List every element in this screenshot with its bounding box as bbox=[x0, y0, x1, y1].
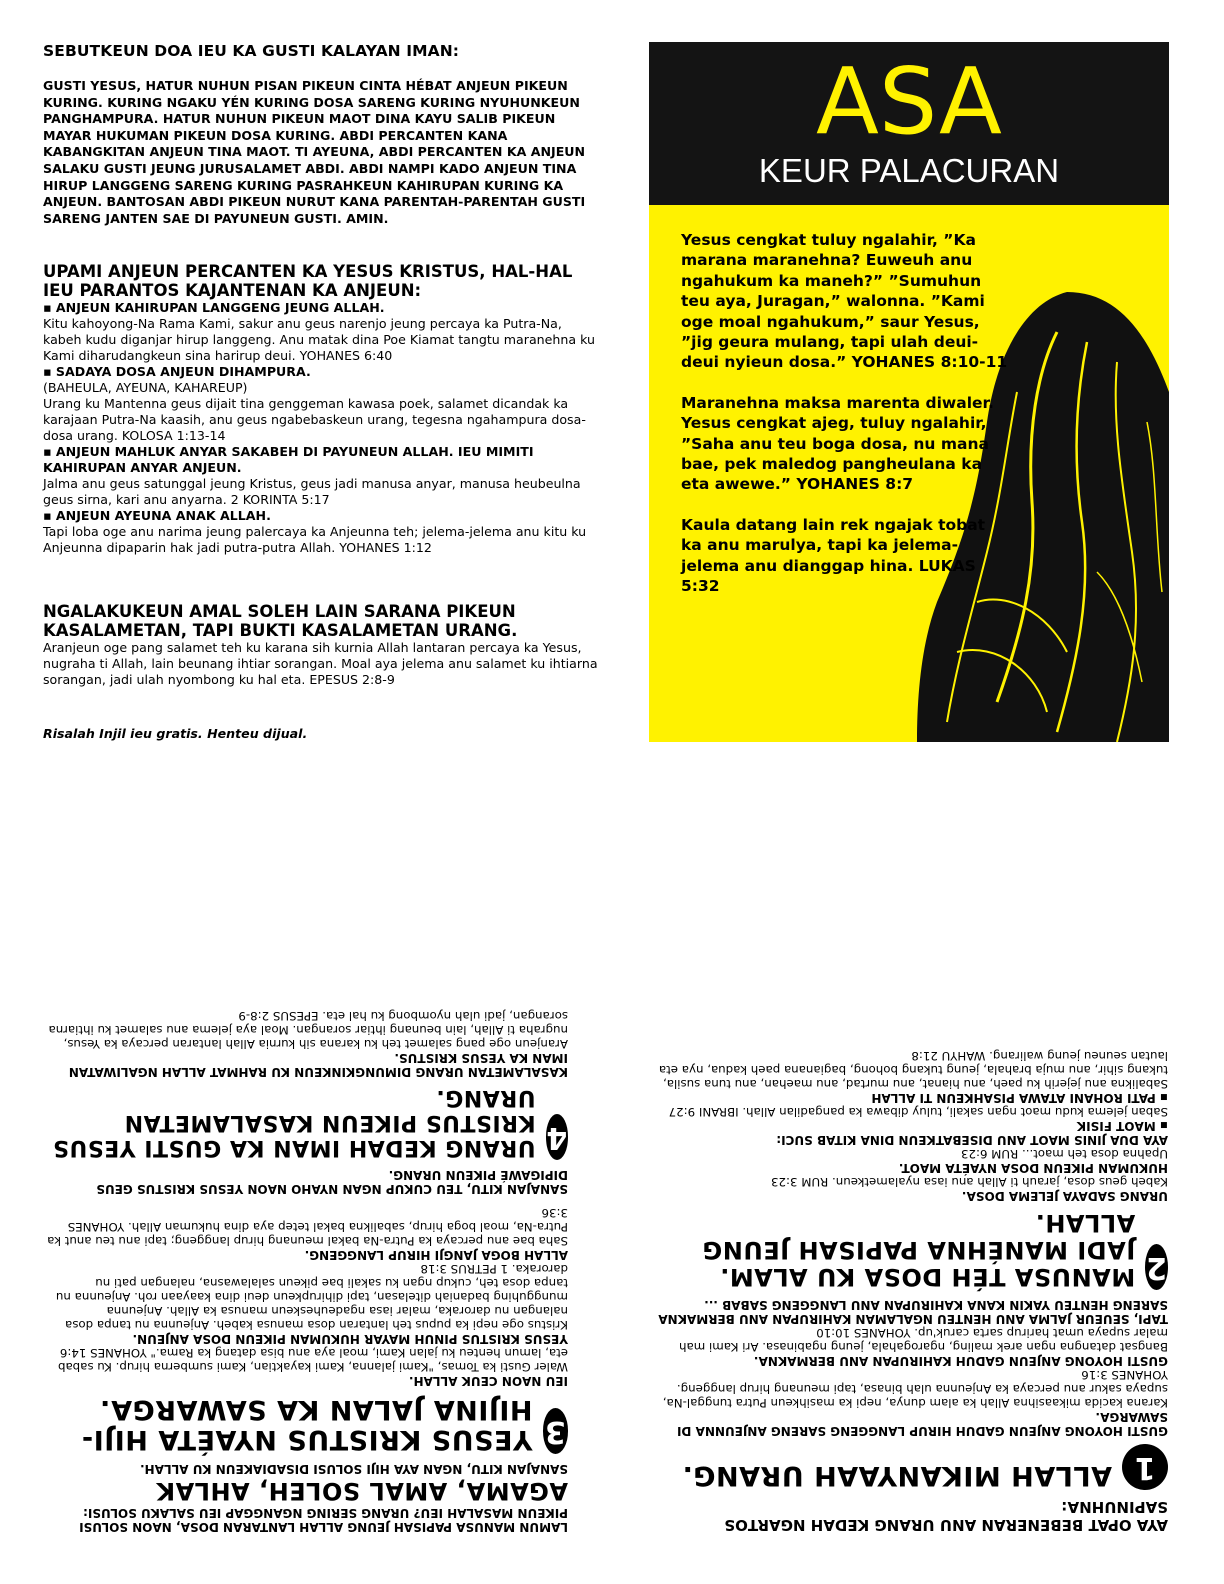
truth-2-sub-2-heading: HUKUMAN PIKEUN DOSA NYAÉTA MAOT. bbox=[898, 1161, 1168, 1175]
truth-4-title: URANG KEDAH IMAN KA GUSTI YESUS KRISTUS PIKEUN KASALAMETAN URANG. bbox=[52, 1085, 536, 1160]
free-note: Risalah Injil ieu gratis. Henteu dijual. bbox=[43, 726, 308, 741]
believe-point-2-text: Urang ku Mantenna geus dijait tina genggeman kawasa poek, salamet dicandak ka karajaan Putra-Na kaasih, anu geus ngabebaskeun urang, tegesna ngahampura dosa-dosa urang. KOLOSA 1:13-14 bbox=[43, 396, 586, 443]
truth-1-sub-2-text: Bangsat datangna ngan arek maling, ngarogahala, jeung ngabinasa. Ari Kami mah malar supaya umat harirup sarta caruk'up. YOHANES 10:10 bbox=[679, 1326, 1168, 1354]
truth-3-sub-3-text: Saha bae anu percaya ka Putra-Na bakal meunang hirup langgeng; tapi anu teu anut ka Putra-Na, moal boga hirup, sabalikna bakal tetep aya dina hukuman Allah. YOHANES 3:36 bbox=[47, 1206, 568, 1248]
truth-2-sub-1-heading: URANG SADAYA JELEMA DOSA. bbox=[961, 1189, 1168, 1203]
truth-4 bbox=[43, 1085, 568, 1160]
four-truths-intro: AYA OPAT BEBENERAN ANU URANG KEDAH NGARTOS SAPINUHNA: bbox=[724, 1498, 1168, 1534]
cover-title: ASA bbox=[816, 48, 1002, 155]
solution-intro-2: SANAJAN KITU, NGAN AYA HIJI SOLUSI DISADIAKEUN KU ALLAH. bbox=[140, 1462, 568, 1476]
cover-panel bbox=[649, 42, 1169, 742]
cover-subtitle: KEUR PALACURAN bbox=[758, 152, 1060, 189]
truth-1-transition: TAPI, SEUEUR JALMA ANU HENTEU NGALAMAN KAHIRUPAN ANU BERMAKNA SARENG HENTEU YAKIN KANA KAHIRUPAN ANU LANGGENG SABAB ... bbox=[658, 1298, 1168, 1326]
believe-section bbox=[43, 262, 603, 556]
truth-1 bbox=[656, 1444, 1168, 1490]
truth-4-number: 4 bbox=[546, 1114, 568, 1160]
truth-4-sub-heading: KASALAMETAN URANG DIMUNGKINKEUN KU RAHMAT ALLAH NGALIWATAN IMAN KA YESUS KRISTUS. bbox=[68, 1051, 568, 1079]
truth-2-sub-5-text: Sabalikna anu jejerih ku paeh, anu hianat, anu murtad, anu maehan, anu tuna susila, tukang sihir, anu muja brahala, jeung tukang bohong, bagianana paeh kadua, nya eta lautan seuneu jeung walirang. WAHYU 21:8 bbox=[658, 1049, 1168, 1091]
truth-3 bbox=[43, 1394, 568, 1454]
believe-point-3-text: Jalma anu geus satunggal jeung Kristus, geus jadi manusa anyar, manusa heubeulna geus sirna, kari anu anyarna. 2 KORINTA 5:17 bbox=[43, 476, 581, 507]
truth-3-sub-1-heading: IEU NAON CEUK ALLAH. bbox=[408, 1374, 568, 1388]
cover-quote-2: Maranehna maksa marenta diwaler. Yesus cengkat ajeg, tuluy ngalahir, ”Saha anu teu boga dosa, nu mana bae, pek maledog pangheulana ka eta awewe.” YOHANES 8:7 bbox=[681, 393, 994, 494]
truth-2-sub-4-text: Saban jelema kudu maot ngan sakali, tuluy dibawa ka pangadilan Allah. IBRANI 9:27 bbox=[668, 1105, 1168, 1119]
truth-3-sub-3-heading: ALLAH BOGA JANGJI HIRUP LANGGENG. bbox=[304, 1248, 568, 1262]
prayer-title: SEBUTKEUN DOA IEU KA GUSTI KALAYAN IMAN: bbox=[43, 42, 460, 60]
believe-point-4-text: Tapi loba oge anu narima jeung palercaya ka Anjeunna teh; jelema-jelema anu kitu ku Anjeunna dipaparin hak jadi putra-putra Allah. YOHANES 1:12 bbox=[43, 524, 587, 555]
prayer-text: GUSTI YESUS, HATUR NUHUN PISAN PIKEUN CINTA HÉBAT ANJEUN PIKEUN KURING. KURING NGAKU YÉN KURING DOSA SARENG KURING NYUHUNKEUN PANGHAMPURA. HATUR NUHUN PIKEUN MAOT DINA KAYU SALIB PIKEUN MAYAR HUKUMAN PIKEUN DOSA KURING. ABDI PERCANTEN KANA KABANGKITAN ANJEUN TINA MAOT. TI AYEUNA, ABDI PERCANTEN KA ANJEUN SALAKU GUSTI JEUNG JURUSALAMET ABDI. ABDI NAMPI KADO ANJEUN TINA HIRUP LANGGENG SARENG KURING PASRAHKEUN KAHIRUPAN KURING KA ANJEUN. BANTOSAN ABDI PIKEUN NURUT KANA PARENTAH-PARENTAH GUSTI SARENG JANTEN SAE DI PAYUNEUN GUSTI. AMIN. bbox=[43, 78, 586, 226]
cover-quotes bbox=[681, 230, 1011, 617]
truth-1-sub-1-heading: GUSTI HOYONG ANJEUN GADUH HIRUP LANGGENG SARENG ANJEUNNA DI SAWARGA. bbox=[677, 1410, 1168, 1438]
truth-1-number: 1 bbox=[1122, 1444, 1168, 1490]
truth-1-sub-2-heading: GUSTI HOYONG ANJEUN GADUH KAHIRUPAN ANU BERMAKNA. bbox=[753, 1354, 1168, 1368]
cover-quote-3: Kaula datang lain rek ngajak tobat ka anu marulya, tapi ka jelema-jelema anu dianggap hina. LUKAS 5:32 bbox=[681, 515, 986, 596]
truth-4-sub-text: Aranjeun oge pang salamet teh ku karana sih kurnia Allah lantaran percaya ka Yesus, nugraha ti Allah, lain beunang ihtiar sorangan. Moal aya jelema anu salamet ku ihtiarna sorangan, jadi ulah nyombong ku hal eta. EPESUS 2:8-9 bbox=[48, 1009, 568, 1051]
truth-3-sub-1-text: Waler Gusti ka Tomas, "Kami jalanna, Kami kayaktian, Kami sumberna hirup. Ku sabab eta, lamun henteu ku jalan Kami, moal aya anu bisa datang ka Rama." YOHANES 14:6 bbox=[57, 1346, 568, 1374]
truth-2-sub-2-text: Upahna dosa teh maot... RUM 6:23 bbox=[960, 1147, 1168, 1161]
believe-point-4-heading: ▪ ANJEUN AYEUNA ANAK ALLAH. bbox=[43, 508, 271, 523]
truth-3-number: 3 bbox=[543, 1408, 568, 1454]
truth-2-sub-3-heading: AYA DUA JINIS MAOT ANU DISEBATKEUN DINA KITAB SUCI: bbox=[776, 1133, 1168, 1147]
believe-point-1-text: Kitu kahoyong-Na Rama Kami, sakur anu geus narenjo jeung percaya ka Putra-Na, kabeh kudu diganjar hirup langgeng. Anu matak dina Poe Kiamat tangtu maranehna ku Kami diharudangkeun sina harirup deui. YOHANES 6:40 bbox=[43, 316, 595, 363]
truth-2 bbox=[656, 1209, 1168, 1290]
cover-title-band bbox=[649, 42, 1169, 205]
truth-2-title: MANUSA TÉH DOSA KU ALAM. JADI MANÉHNA PAPISAH JEUNG ALLAH. bbox=[702, 1209, 1136, 1291]
solution-options: AGAMA, AMAL SOLEH, AHLAK bbox=[156, 1477, 568, 1505]
believe-point-3-heading: ▪ ANJEUN MAHLUK ANYAR SAKABEH DI PAYUNEUN ALLAH. IEU MIMITI KAHIRUPAN ANYAR ANJEUN. bbox=[43, 444, 534, 475]
believe-heading: UPAMI ANJEUN PERCANTEN KA YESUS KRISTUS, HAL-HAL IEU PARANTOS KAJANTENAN KA ANJEUN: bbox=[43, 262, 573, 300]
panel-truths-1-2 bbox=[656, 806, 1168, 1534]
truth-3-sub-2-heading: YESUS KRISTUS PINUH MAYAR HUKUMAN PIKEUN DOSA ANJEUN. bbox=[132, 1332, 568, 1346]
truth-1-title: ALLAH MIKANYAAH URANG. bbox=[682, 1460, 1112, 1491]
cover-quote-1: Yesus cengkat tuluy ngalahir, ”Ka marana maranehna? Euweuh anu ngahukum ka maneh?” ”Sumuhun teu aya, Juragan,” walonna. ”Kami oge moal ngahukum,” saur Yesus, ”jig geura mulang, tapi ulah deui-deui nyieun dosa.” YOHANES 8:10-11 bbox=[681, 231, 1008, 372]
truth-3-sub-2-text: Kristus oge nepi ka pupus teh lantaran dosa manusa kabeh. Anjeunna nu tanpa dosa nalangan nu daroraka, malar iasa ngadeuheskeun manusa ka Allah. Anjeunna mungguhing badaniah ditelasan, tapi dihirupkeun deui dina kaayaan roh. Anjeunna nu tanpa dosa teh, cukup ngan ku sakali bae pikeun salalawasna, nalangan pati nu daroraka. 1 PETRUS 3:18 bbox=[55, 1262, 568, 1332]
works-heading: NGALAKUKEUN AMAL SOLEH LAIN SARANA PIKEUN KASALAMETAN, TAPI BUKTI KASALAMETAN URANG. bbox=[43, 602, 518, 640]
truth-3-title: YESUS KRISTUS NYAÉTA HIJI-HIJINA JALAN KA SAWARGA. bbox=[81, 1394, 533, 1455]
believe-point-2-subheading: (BAHEULA, AYEUNA, KAHAREUP) bbox=[43, 380, 248, 395]
truth-2-sub-1-text: Kabeh geus dosa, jarauh ti Allah anu iasa nyalametkeun. RUM 3:23 bbox=[771, 1175, 1168, 1189]
truth-3-transition: SANAJAN KITU, TEU CUKUP NGAN NYAHO NAON YESUS KRISTUS GEUS DIPIGAWÉ PIKEUN URANG. bbox=[96, 1168, 568, 1196]
believe-point-1-heading: ▪ ANJEUN KAHIRUPAN LANGGENG JEUNG ALLAH. bbox=[43, 300, 385, 315]
panel-truths-3-4 bbox=[43, 806, 568, 1534]
truth-2-number: 2 bbox=[1145, 1244, 1168, 1290]
truth-2-sub-5-heading: ▪ PATI ROHANI ATAWA PISAHKEUN TI ALLAH bbox=[871, 1091, 1168, 1105]
truth-1-sub-1-text: Karana kacida mikaasihna Allah ka alam dunya, nepi ka masihkeun Putra tunggal-Na, supaya sakur anu percaya ka Anjeunna ulah binasa, tapi meunang hirup langgeng. YOHANES 3:16 bbox=[662, 1368, 1168, 1410]
believe-point-2-heading: ▪ SADAYA DOSA ANJEUN DIHAMPURA. bbox=[43, 364, 311, 379]
solution-intro: LAMUN MANUSA PAPISAH JEUNG ALLAH LANTARAN DOSA, NAON SOLUSI PIKEUN MASALAH IEU? URANG SERING NGANGGAP IEU SALAKU SOLUSI: bbox=[79, 1506, 568, 1534]
truth-2-sub-4-heading: ▪ MAOT FISIK bbox=[1076, 1119, 1168, 1133]
works-text: Aranjeun oge pang salamet teh ku karana sih kurnia Allah lantaran percaya ka Yesus, nugraha ti Allah, lain beunang ihtiar sorangan. Moal aya jelema anu salamet ku ihtiarna sorangan, jadi ulah nyombong ku hal eta. EPESUS 2:8-9 bbox=[43, 640, 598, 687]
works-section bbox=[43, 602, 603, 688]
